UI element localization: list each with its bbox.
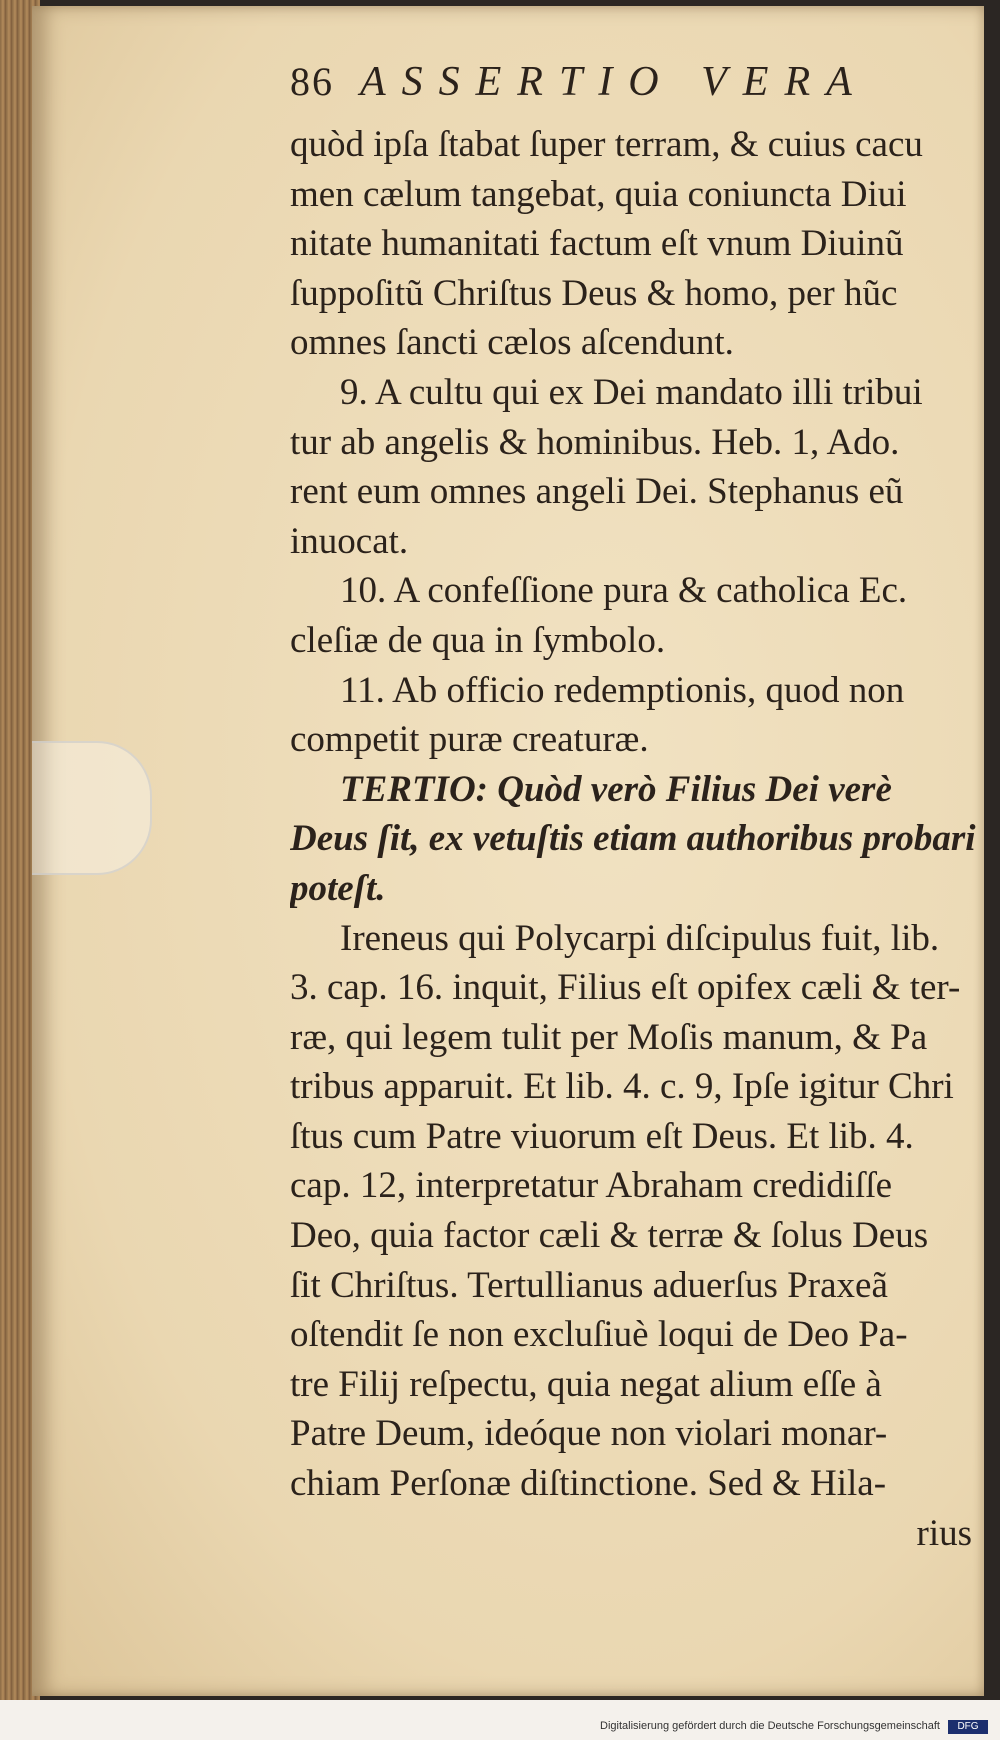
text-line: tre Filij reſpectu, quia negat alium eſſe à — [290, 1363, 882, 1405]
text-line: cleſiæ de qua in ſymbolo. — [290, 619, 666, 661]
text-line: nitate humanitati factum eſt vnum Diuinũ — [290, 223, 904, 265]
text-lines — [290, 120, 980, 1509]
text-line: 3. cap. 16. inquit, Filius eſt opifex cæli & ter- — [290, 967, 961, 1009]
text-line: 10. A confeſſione pura & catholica Ec. — [340, 570, 908, 612]
text-line: rent eum omnes angeli Dei. Stephanus eũ — [290, 471, 904, 513]
text-line: Patre Deum, ideóque non violari monar- — [290, 1413, 888, 1455]
text-line: tribus apparuit. Et lib. 4. c. 9, Ipſe igitur Chri — [290, 1066, 954, 1108]
text-line: competit puræ creaturæ. — [290, 719, 649, 761]
text-line: Deo, quia factor cæli & terræ & ſolus Deus — [290, 1215, 929, 1257]
text-line: Ireneus qui Polycarpi diſcipulus fuit, lib. — [340, 917, 940, 959]
catchword: rius — [916, 1512, 972, 1554]
text-line: ſtus cum Patre viuorum eſt Deus. Et lib. 4. — [290, 1115, 914, 1157]
text-line: quòd ipſa ſtabat ſuper terram, & cuius cacu — [290, 124, 923, 165]
text-line: cap. 12, interpretatur Abraham credidiſſe — [290, 1165, 893, 1207]
page-text-block — [290, 58, 980, 1558]
dfg-logo-icon: DFG — [948, 1720, 988, 1734]
text-line: poteſt. — [290, 867, 386, 909]
text-line: chiam Perſonæ diſtinctione. Sed & Hila- — [290, 1463, 887, 1505]
text-line: men cælum tangebat, quia coniuncta Diui — [290, 173, 907, 215]
text-line: omnes ſancti cælos aſcendunt. — [290, 322, 734, 364]
text-line: ræ, qui legem tulit per Moſis manum, & Pa — [290, 1016, 928, 1058]
digitization-credit: Digitalisierung gefördert durch die Deutsche Forschungsgemeinschaft — [600, 1720, 940, 1732]
page-clip-tab — [32, 741, 152, 875]
page-number: 86 — [290, 59, 334, 104]
running-head-title: ASSERTIO VERA — [360, 59, 868, 105]
text-line: ſit Chriſtus. Tertullianus aduerſus Praxeã — [290, 1264, 888, 1306]
text-line: oſtendit ſe non excluſiuè loqui de Deo Pa- — [290, 1314, 908, 1356]
text-line: 9. A cultu qui ex Dei mandato illi tribui — [340, 371, 923, 413]
text-line: ſuppoſitũ Chriſtus Deus & homo, per hũc — [290, 272, 898, 314]
text-line: inuocat. — [290, 520, 409, 562]
running-head — [290, 58, 980, 120]
text-line: tur ab angelis & hominibus. Heb. 1, Ado. — [290, 421, 900, 463]
text-line: 11. Ab officio redemptionis, quod non — [340, 669, 905, 711]
text-line: Deus ſit, ex vetuſtis etiam authoribus probari — [290, 818, 976, 860]
text-line: TERTIO: Quòd verò Filius Dei verè — [340, 768, 892, 810]
